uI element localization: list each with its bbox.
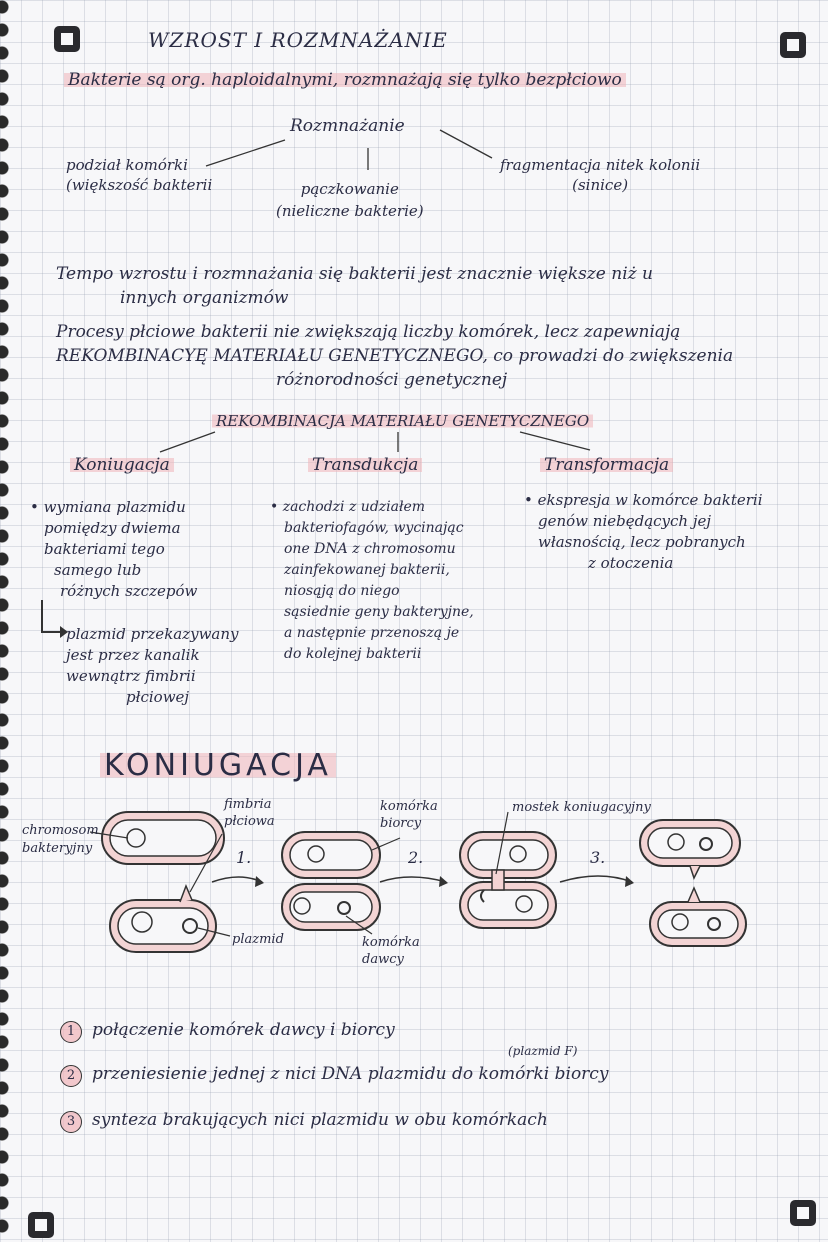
step-text: przeniesienie jednej z nici DNA plazmidu do komórki biorcy [92, 1064, 609, 1084]
step-item-3 [60, 1110, 548, 1133]
transdukcja-line: a następnie przenoszą je [284, 625, 460, 641]
koniugacja-line: samego lub [54, 561, 142, 579]
growth-line1: Tempo wzrostu i rozmnażania się bakterii jest znacznie większe niż u [56, 264, 653, 284]
step-number-badge: 2 [60, 1065, 82, 1087]
label-bridge: mostek koniugacyjny [512, 800, 651, 815]
transdukcja-line: sąsiednie geny bakteryjne, [284, 604, 474, 620]
intro-highlight: Bakterie są org. haploidalnymi, rozmnażają się tylko bezpłciowo [64, 70, 626, 90]
branch-budding-line1: pączkowanie [300, 180, 399, 198]
koniugacja-section-heading [100, 748, 336, 783]
transdukcja-line: do kolejnej bakterii [284, 646, 422, 662]
label-step3: 3. [590, 848, 606, 867]
transdukcja-line: niosąją do niego [284, 583, 400, 599]
transformacja-line: z otoczenia [588, 554, 674, 572]
donor-cell-initial [110, 886, 216, 952]
label-step1: 1. [236, 848, 252, 867]
koniugacja-line: pomiędzy dwiema [44, 519, 181, 537]
koniugacja-arrow-text [66, 624, 239, 708]
col-transformacja-title [540, 455, 673, 475]
recipient-cell-initial [102, 812, 224, 864]
koniugacja-line: • wymiana plazmidu [30, 498, 186, 516]
col-transdukcja-title-text: Transdukcja [308, 455, 422, 475]
col-koniugacja-title-text: Koniugacja [70, 455, 174, 475]
sexual-line3: różnorodności genetycznej [276, 370, 508, 390]
koniugacja-line: różnych szczepów [60, 582, 198, 600]
label-chromosome: chromosom bakteryjny [22, 823, 99, 856]
branch-fragmentation-line1: fragmentacja nitek kolonii [500, 156, 701, 174]
koniugacja-section-heading-text: KONIUGACJA [100, 748, 336, 783]
page-title: WZROST I ROZMNAŻANIE [148, 28, 448, 52]
koniugacja-arrow-line: plazmid przekazywany [66, 625, 239, 643]
transformacja-line: własnością, lecz pobranych [538, 533, 746, 551]
koniugacja-arrow-line: jest przez kanalik [66, 646, 200, 664]
branch-division-line2: (większość bakterii [66, 176, 213, 194]
step-text: połączenie komórek dawcy i biorcy [92, 1020, 395, 1040]
col-transdukcja-body [270, 497, 474, 665]
step2-cells [460, 832, 556, 928]
label-plasmid: plazmid [232, 932, 284, 947]
step3-cells [640, 820, 746, 946]
koniugacja-arrow-line: wewnątrz fimbrii [66, 667, 196, 685]
recombination-tree-lines [0, 0, 828, 480]
step-item-2 [60, 1064, 608, 1087]
corner-mark-bottom-left [28, 1212, 54, 1238]
col-transformacja-title-text: Transformacja [540, 455, 673, 475]
transdukcja-line: bakteriofagów, wycinając [284, 520, 464, 536]
step1-cells [282, 832, 380, 930]
branch-budding-line2: (nieliczne bakterie) [276, 202, 424, 220]
transformacja-line: genów niebędących jej [538, 512, 712, 530]
koniugacja-line: bakteriami tego [44, 540, 165, 558]
transdukcja-line: zainfekowanej bakterii, [284, 562, 450, 578]
col-transformacja-body [524, 490, 763, 574]
transdukcja-line: one DNA z chromosomu [284, 541, 456, 557]
growth-line2: innych organizmów [120, 288, 289, 308]
col-koniugacja-title [70, 455, 174, 475]
reproduction-heading: Rozmnażanie [290, 116, 405, 136]
sexual-line2: REKOMBINACYĘ MATERIAŁU GENETYCZNEGO, co prowadzi do zwiększenia [56, 346, 734, 366]
label-donor: komórka dawcy [362, 935, 420, 967]
step-number-badge: 1 [60, 1021, 82, 1043]
step-item-1 [60, 1020, 395, 1043]
label-recipient: komórka biorcy [380, 799, 438, 831]
step-text: synteza brakujących nici plazmidu w obu komórkach [92, 1110, 548, 1130]
recombination-heading-text: REKOMBINACJA MATERIAŁU GENETYCZNEGO [212, 412, 593, 430]
col-koniugacja-body [30, 497, 197, 602]
corner-mark-bottom-right [790, 1200, 816, 1226]
koniugacja-arrow-line: płciowej [126, 688, 190, 706]
sexual-line1: Procesy płciowe bakterii nie zwiększają liczby komórek, lecz zapewniają [56, 322, 681, 342]
branch-division-line1: podział komórki [66, 156, 188, 174]
plasmid-f-note: (plazmid F) [508, 1044, 578, 1058]
col-transdukcja-title [308, 455, 422, 475]
label-step2: 2. [408, 848, 424, 867]
transformacja-line: • ekspresja w komórce bakterii [524, 491, 763, 509]
branch-fragmentation-line2: (sinice) [572, 176, 629, 194]
label-fimbria: fimbria płciowa [224, 797, 275, 829]
step-number-badge: 3 [60, 1111, 82, 1133]
transdukcja-line: • zachodzi z udziałem [270, 499, 426, 515]
